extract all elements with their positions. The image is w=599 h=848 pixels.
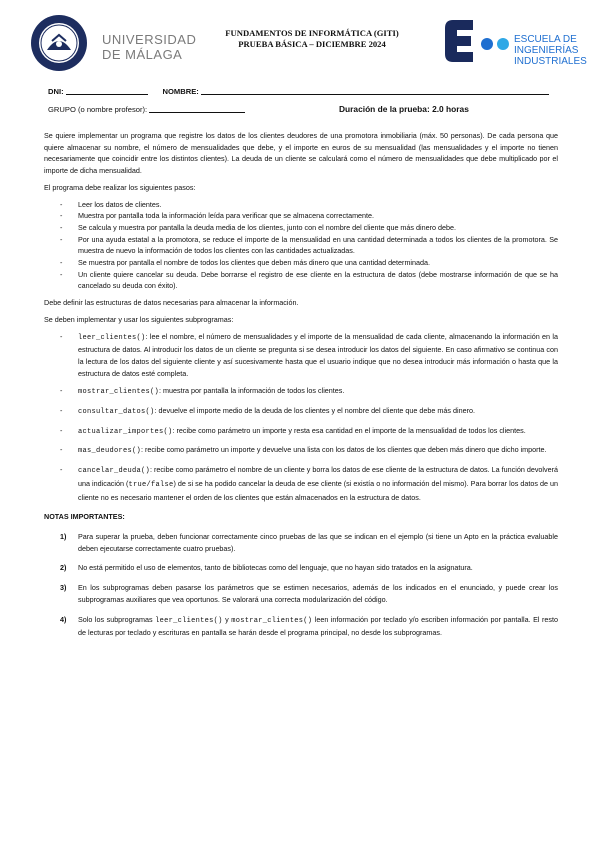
school-line-1: ESCUELA DE: [514, 34, 577, 45]
intro-paragraph: Se quiere implementar un programa que registre los datos de los clientes deudores de una promotora inmobiliaria (máx. 50 personas). De cada persona que quiere almacenar su nombre, el número de mensualidades que debe, y el importe en euros de su mensualidad (las mensualidades y el importe no tienen necesariamente que coincidir entre los distintos clientes). La deuda de un cliente se calculará como el número de mensualidades que debe multiplicado por el importe de dicha mensualidad.: [44, 131, 558, 176]
grupo-label: GRUPO (o nombre profesor):: [48, 105, 148, 114]
university-seal-icon: [30, 14, 88, 72]
function-name: mostrar_clientes(): [231, 616, 313, 625]
steps-title: El programa debe realizar los siguientes pasos:: [44, 182, 196, 192]
list-item: - consultar_datos(): devuelve el importe medio de la deuda de los clientes y el nombre del cliente que debe más dinero.: [60, 406, 475, 417]
university-name: [102, 32, 196, 62]
structures-note: Debe definir las estructuras de datos necesarias para almacenar la información.: [44, 298, 299, 308]
list-item: - Leer los datos de clientes.: [60, 199, 162, 209]
exam-duration: Duración de la prueba: 2.0 horas: [339, 104, 469, 114]
university-line-2: DE MÁLAGA: [102, 47, 183, 62]
list-item: - Se muestra por pantalla el nombre de todos los clientes que deben más dinero que una cantidad determinada.: [60, 258, 431, 268]
list-item: - Muestra por pantalla toda la información leída para verificar que se almacena correctamente.: [60, 211, 375, 221]
school-logo-icon: [443, 18, 511, 64]
exam-subtitle: PRUEBA BÁSICA – DICIEMBRE 2024: [238, 39, 386, 49]
subprograms-title: Se deben implementar y usar los siguientes subprogramas:: [44, 314, 234, 324]
nombre-label: NOMBRE:: [162, 87, 199, 96]
subprograms-list: [44, 331, 558, 504]
identity-row: [48, 86, 549, 96]
list-item: - mas_deudores(): recibe como parámetro un importe y devuelve una lista con los datos de los clientes que deben más dinero que dicho importe.: [60, 445, 547, 456]
nombre-field[interactable]: [201, 86, 549, 95]
header: [30, 14, 587, 78]
list-item: - cancelar_deuda(): recibe como parámetro el nombre de un cliente y borra los datos de ese cliente de la estructura de datos. La función devolverá una indicación (true/false) de si se ha podido cancelar la deuda de ese cliente (si existía o no información del mismo). Para borrar los datos de un cliente no es necesario mantener el orden de los clientes que están almacenados en la estructura de datos.: [60, 465, 558, 502]
university-line-1: UNIVERSIDAD: [102, 32, 197, 47]
list-item: - Por una ayuda estatal a la promotora, se reduce el importe de la mensualidad en una cantidad determinada a todos los clientes de la promotora. Se muestra de nuevo la información de todos los clientes con las cantidades actualizadas.: [60, 234, 558, 256]
exam-body: [44, 130, 558, 647]
school-line-2: INGENIERÍAS: [514, 45, 579, 56]
group-row: [48, 104, 245, 114]
function-name: leer_clientes(): [155, 616, 223, 625]
list-item: - Se calcula y muestra por pantalla la deuda media de los clientes, junto con el nombre del cliente que más dinero debe.: [60, 222, 456, 232]
dni-label: DNI:: [48, 87, 64, 96]
function-name: mostrar_clientes(): [78, 388, 160, 397]
function-name: leer_clientes(): [78, 333, 146, 342]
list-item: 2) No está permitido el uso de elementos, tanto de bibliotecas como del lenguaje, que no hayan sido tratados en la asignatura.: [60, 563, 473, 573]
exam-title: [216, 28, 408, 50]
school-line-3: INDUSTRIALES: [514, 56, 587, 67]
function-name: cancelar_deuda(): [78, 467, 151, 476]
function-name: consultar_datos(): [78, 408, 155, 417]
list-item: - actualizar_importes(): recibe como parámetro un importe y resta esa cantidad en el importe de la mensualidad de todos los clientes.: [60, 425, 526, 436]
function-name: mas_deudores(): [78, 447, 142, 456]
dni-field[interactable]: [66, 86, 148, 95]
list-item: - Un cliente quiere cancelar su deuda. Debe borrarse el registro de ese cliente en la estructura de datos (debe mostrarse información de que se ha cancelado su deuda con éxito).: [60, 269, 558, 291]
grupo-field[interactable]: [149, 104, 245, 113]
notes-title: NOTAS IMPORTANTES:: [44, 512, 125, 522]
list-item: 3) En los subprogramas deben pasarse los parámetros que se estimen necesarios, además de los indicados en el enunciado, y puede crear los subprogramas auxiliares que vea oportunos. Se valorará una correcta modularización del código.: [60, 583, 558, 604]
list-item: - mostrar_clientes(): muestra por pantalla la información de todos los clientes.: [60, 386, 345, 397]
steps-list: [44, 199, 558, 293]
function-name: actualizar_importes(): [78, 427, 173, 436]
boolean-literal: true/false: [128, 480, 174, 489]
course-title: FUNDAMENTOS DE INFORMÁTICA (GITI): [225, 28, 399, 38]
notes-list: [44, 531, 558, 639]
list-item: 1) Para superar la prueba, deben funcionar correctamente cinco pruebas de las que se indican en el ejemplo (si tiene un Apto en la práctica evaluable deben ejecutarse correctamente cuatro pruebas).: [60, 531, 558, 553]
school-name: [514, 34, 587, 67]
list-item: 4) Solo los subprogramas leer_clientes() y mostrar_clientes() leen información por teclado y/o escriben información por pantalla. El resto de lecturas por teclado y escrituras en pantalla se harán desde el programa principal, no desde los subprogramas.: [60, 614, 558, 638]
list-item: - leer_clientes(): lee el nombre, el número de mensualidades y el importe de la mensualidad de cada cliente, almacenando la información en la estructura de datos. Al introducir los datos de un cliente se pregunta si se desea introducir los datos del siguiente. En caso afirmativo se continua con la lectura de los datos del siguiente cliente y así sucesivamente hasta que el usuario indique que no desea introducir más información o hasta que la estructura de datos esté completa.: [60, 331, 558, 378]
